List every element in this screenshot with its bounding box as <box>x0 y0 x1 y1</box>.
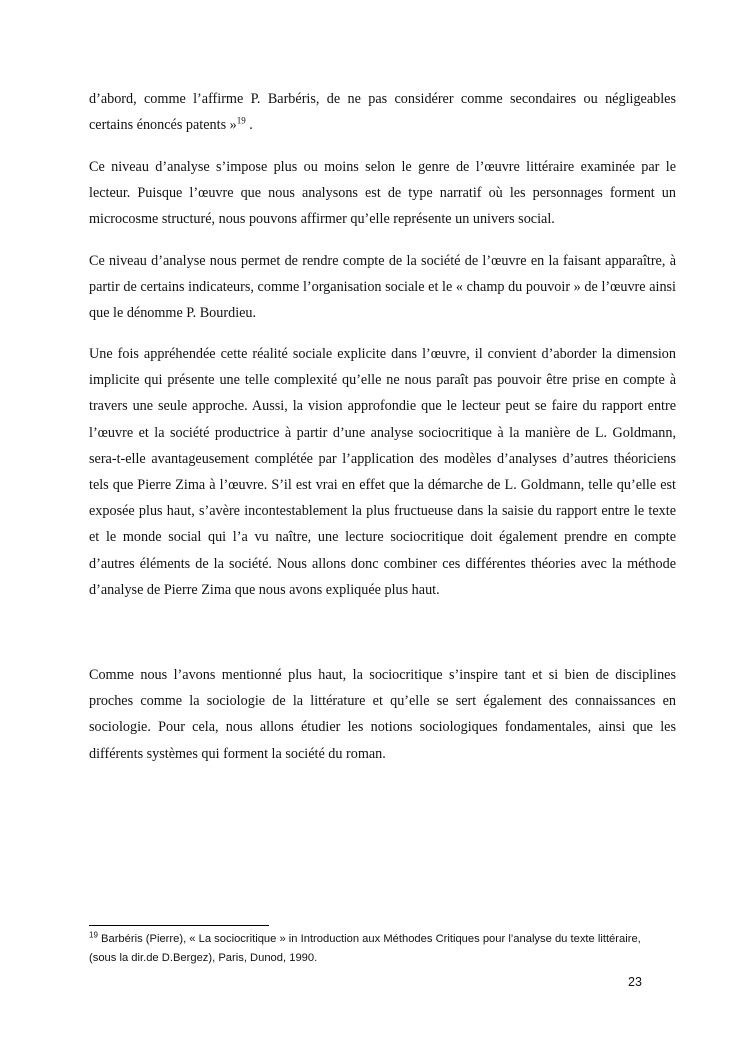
paragraph-2: Ce niveau d’analyse s’impose plus ou moins selon le genre de l’œuvre littéraire examinée par le lecteur. Puisque l’œuvre que nous analysons est de type narratif où les personnages forment un microcosme structuré, nous pouvons affirmer qu’elle représente un univers social. <box>89 159 676 228</box>
paragraph-4: Une fois appréhendée cette réalité sociale explicite dans l’œuvre, il convient d’aborder la dimension implicite qui présente une telle complexité qu’elle ne nous paraît pas pouvoir être prise en compte à travers une seule approche. Aussi, la vision approfondie que le lecteur peut se faire du rapport entre l’œuvre et la société productrice à partir d’une analyse sociocritique à la manière de L. Goldmann, sera-t-elle avantageusement complétée par l’application des modèles d’analyses d’autres théoriciens tels que Pierre Zima à l’œuvre. S’il est vrai en effet que la démarche de L. Goldmann, telle qu’elle est exposée plus haut, s’avère incontestablement la plus fructueuse dans la saisie du rapport entre le texte et le monde social qui l’a vu naître, une lecture sociocritique doit également prendre en compte d’autres éléments de la société. Nous allons donc combiner ces différentes théories avec la méthode d’analyse de Pierre Zima que nous avons expliquée plus haut. <box>89 346 676 598</box>
footnote-separator <box>89 925 269 926</box>
paragraph-1-tail: . <box>245 117 253 134</box>
paragraph-1 <box>89 86 676 138</box>
paragraph-3: Ce niveau d’analyse nous permet de rendre compte de la société de l’œuvre en la faisant apparaître, à partir de certains indicateurs, comme l’organisation sociale et le « champ du pouvoir » de l’œuvre ainsi que le dénomme P. Bourdieu. <box>89 253 676 322</box>
footnote <box>89 930 649 967</box>
paragraph-1-text: d’abord, comme l’affirme P. Barbéris, de ne pas considérer comme secondaires ou négligeables certains énoncés patents » <box>89 91 676 134</box>
footnote-reference[interactable]: 19 <box>236 115 246 126</box>
footnote-number: 19 <box>89 930 98 940</box>
paragraph-5: Comme nous l’avons mentionné plus haut, la sociocritique s’inspire tant et si bien de disciplines proches comme la sociologie de la littérature et qu’elle se sert également des connaissances en sociologie. Pour cela, nous allons étudier les notions sociologiques fondamentales, ainsi que les différents systèmes qui forment la société du roman. <box>89 667 676 762</box>
footnote-text: Barbéris (Pierre), « La sociocritique » in Introduction aux Méthodes Critiques pour l’analyse du texte littéraire, (sous la dir.de D.Bergez), Paris, Dunod, 1990. <box>89 933 641 964</box>
page-number: 23 <box>628 975 642 989</box>
